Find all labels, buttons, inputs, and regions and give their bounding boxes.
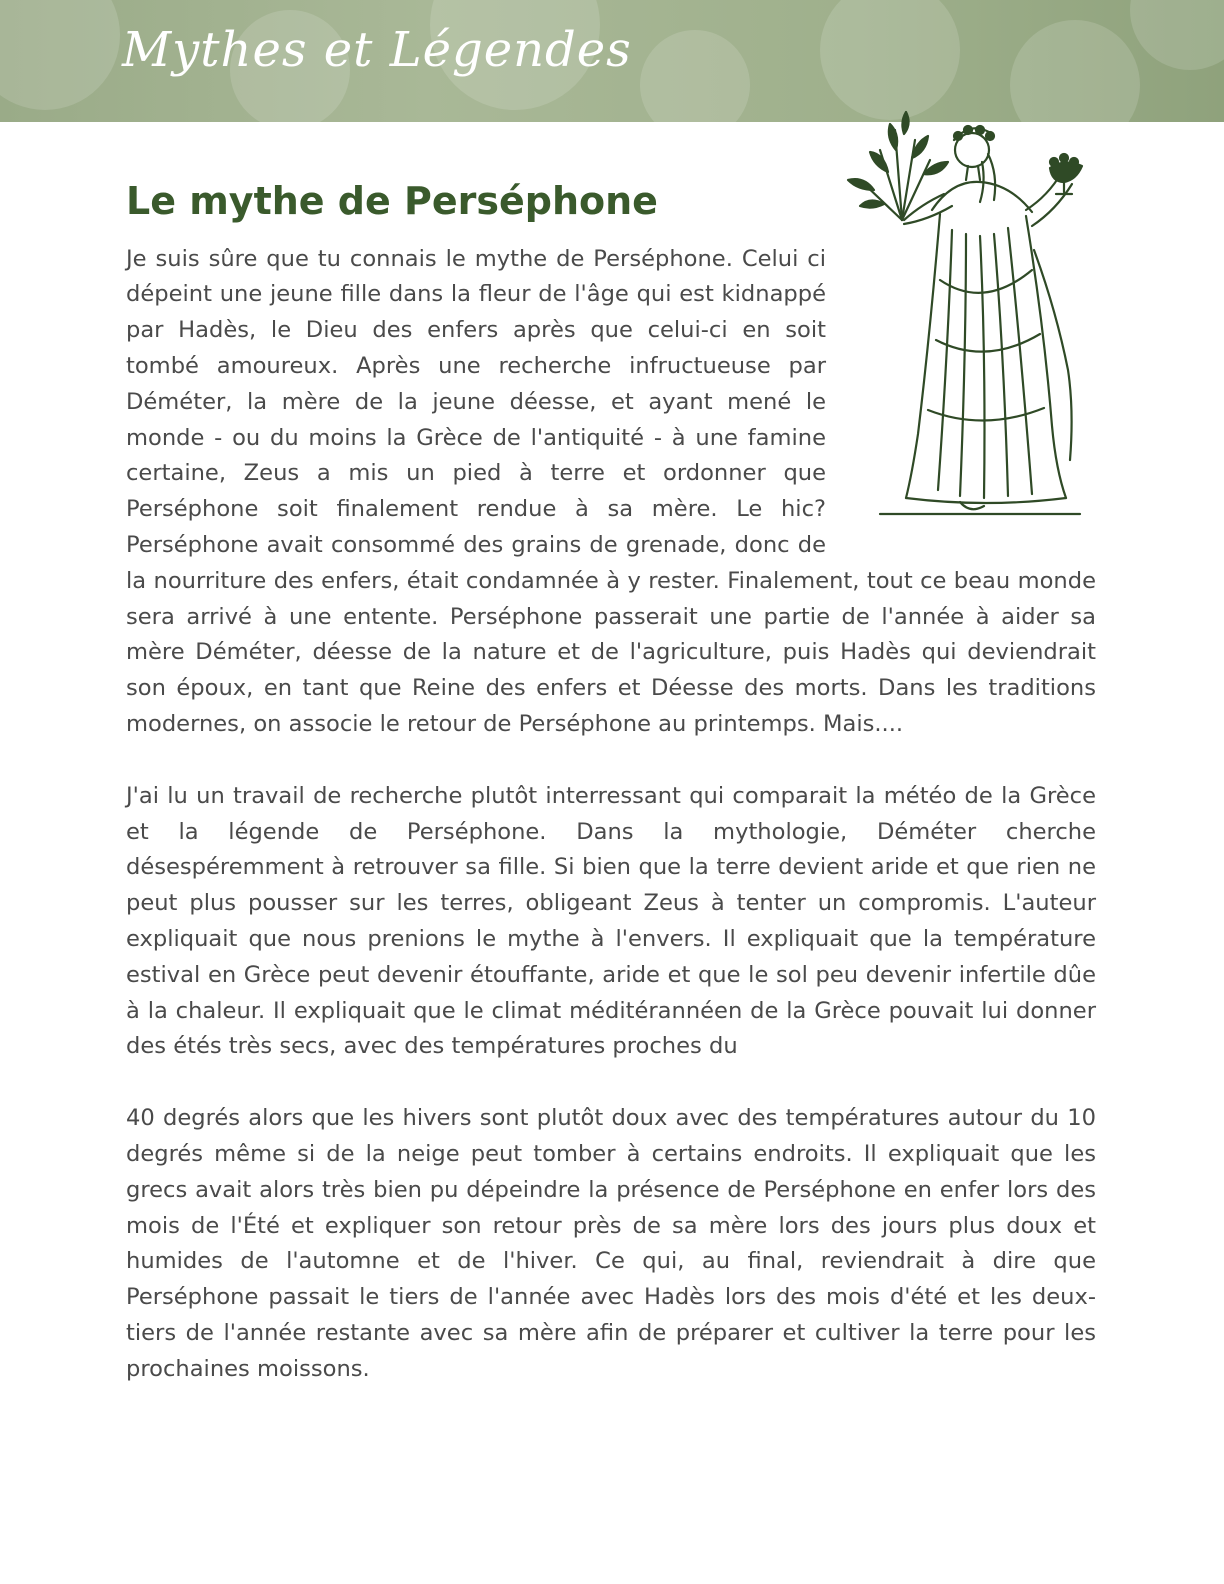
article-title: Le mythe de Perséphone: [126, 179, 658, 223]
article-paragraph-2: J'ai lu un travail de recherche plutôt interressant qui comparait la météo de la Grèce et la légende de Perséphone. Dans la mythologie, Déméter cherche désespéremment à retrouver sa fille. Si bien que la terre devient aride et que rien ne peut plus pousser sur les terres, obligeant Zeus à tenter un compromis. L'auteur expliquait que nous prenions le mythe à l'envers. Il expliquait que la température estival en Grèce peut devenir étouffante, aride et que le sol peu devenir infertile dûe à la chaleur. Il expliquait que le climat méditérannéen de la Grèce pouvait lui donner des étés très secs, avec des températures proches du: [126, 782, 1096, 1060]
banner-script-title: Mythes et Légendes: [122, 22, 632, 78]
paragraph-gap: [126, 1065, 1096, 1101]
article: [126, 180, 1096, 1388]
article-paragraph-1: Je suis sûre que tu connais le mythe de Perséphone. Celui ci dépeint une jeune fille dans la fleur de l'âge qui est kidnappé par Hadès, le Dieu des enfers après que celui-ci en soit tombé amoureux. Après une recherche infructueuse par Déméter, la mère de la jeune déesse, et ayant mené le monde - ou du moins la Grèce de l'antiquité - à une famine certaine, Zeus a mis un pied à terre et ordonner que Perséphone soit finalement rendue à sa mère. Le hic? Perséphone avait consommé des grains de grenade, donc de la nourriture des enfers, était condamnée à y rester. Finalement, tout ce beau monde sera arrivé à une entente. Perséphone passerait une partie de l'année à aider sa mère Déméter, déesse de la nature et de l'agriculture, puis Hadès qui deviendrait son époux, en tant que Reine des enfers et Déesse des morts. Dans les traditions modernes, on associe le retour de Perséphone au printemps. Mais....: [126, 245, 1096, 738]
persephone-engraving-icon: [840, 110, 1102, 530]
header-banner: [0, 0, 1224, 122]
article-paragraph-3: 40 degrés alors que les hivers sont plutôt doux avec des températures autour du 10 degrés même si de la neige peut tomber à certains endroits. Il expliquait que les grecs avait alors très bien pu dépeindre la présence de Perséphone en enfer lors des mois de l'Été et expliquer son retour près de sa mère lors des jours plus doux et humides de l'automne et de l'hiver. Ce qui, au final, reviendrait à dire que Perséphone passait le tiers de l'année avec Hadès lors des mois d'été et les deux-tiers de l'année restante avec sa mère afin de préparer et cultiver la terre pour les prochaines moissons.: [126, 1105, 1096, 1382]
paragraph-gap: [126, 743, 1096, 779]
